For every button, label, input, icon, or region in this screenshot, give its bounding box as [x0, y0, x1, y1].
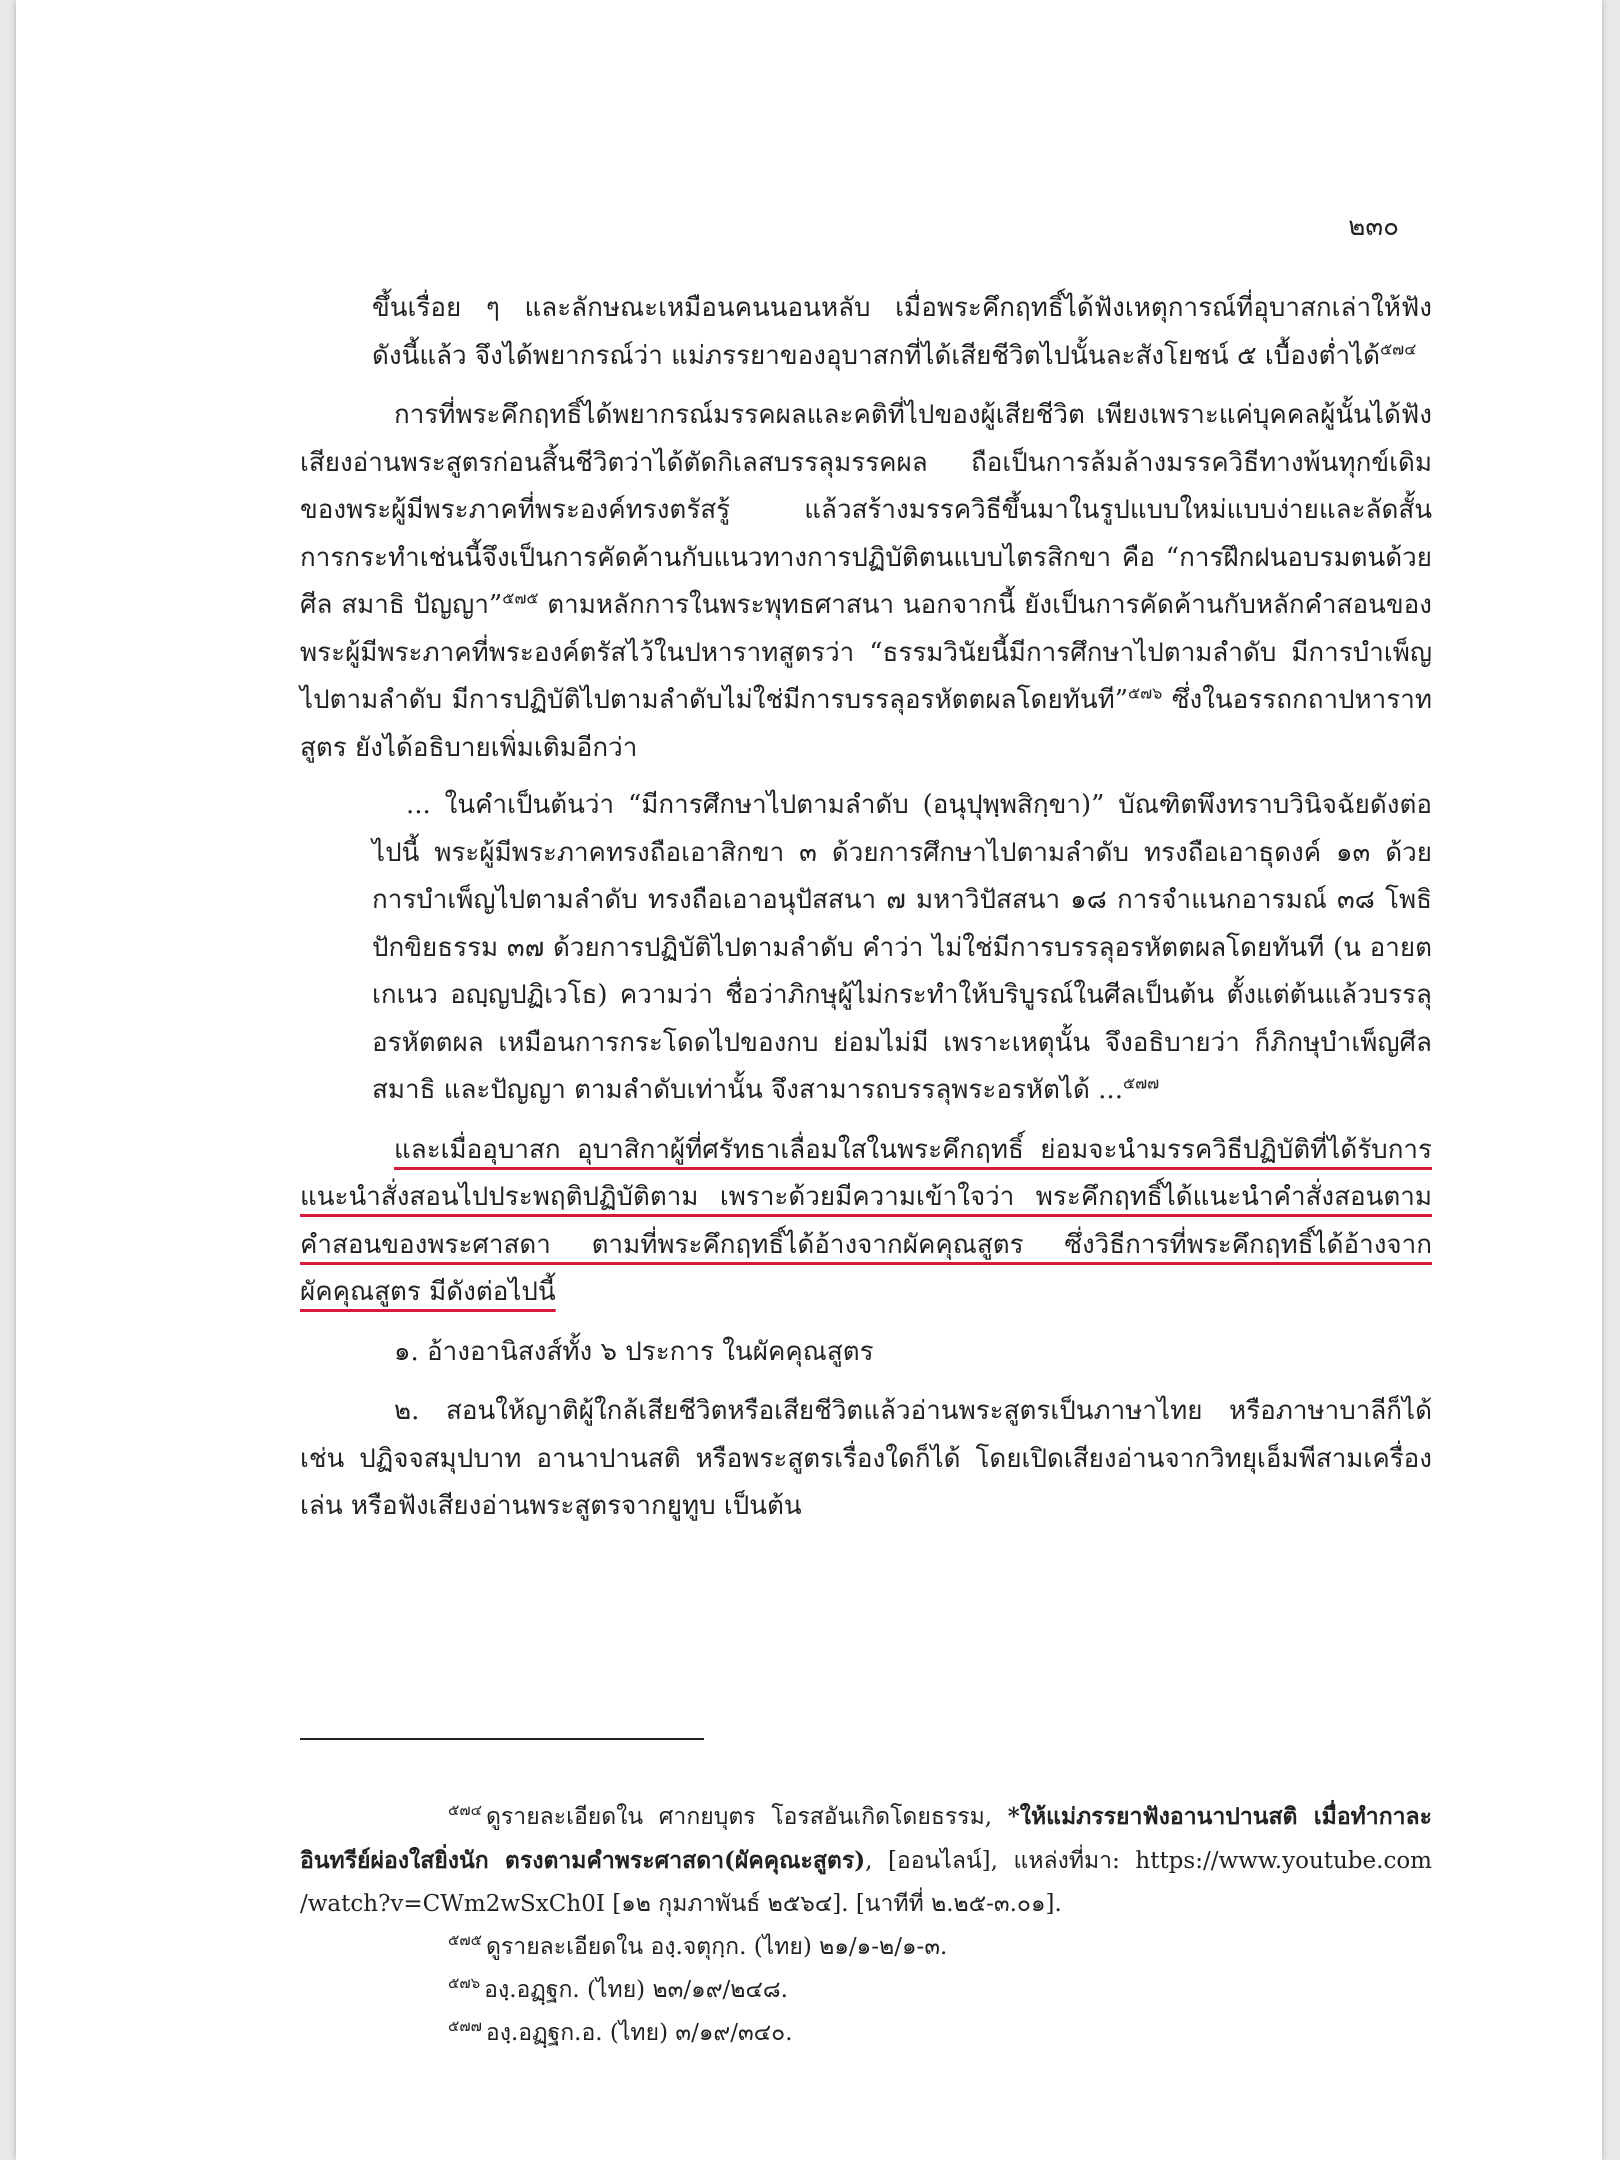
document-page	[16, 0, 1602, 2160]
footnote-ref: ๕๗๕	[502, 588, 539, 608]
paragraph-continued	[300, 285, 1432, 380]
list-item: ๑. อ้างอานิสงส์ทั้ง ๖ ประการ ในผัคคุณสูตร	[394, 1336, 874, 1367]
footnote-text: องฺ.อฏฺฐก.อ. (ไทย) ๓/๑๙/๓๔๐.	[485, 2020, 793, 2046]
footnote-ref: ๕๗๖	[1128, 683, 1163, 703]
paragraph-text: การที่พระคึกฤทธิ์ได้พยากรณ์มรรคผลและคติที่ไปของผู้เสียชีวิต เพียงเพราะแค่บุคคลผู้นั้นได้ฟังเสียงอ่านพระสูตรก่อนสิ้นชีวิตว่าได้ตัดกิเลสบรรลุมรรคผล ถือเป็นการล้มล้างมรรควิธีทางพ้นทุกข์เดิมของพระผู้มีพระภาคที่พระองค์ทรงตรัสรู้ แล้วสร้างมรรควิธีขึ้นมาในรูปแบบใหม่แบบง่ายและลัดสั้น การกระทำเช่นนี้จึงเป็นการคัดค้านกับแนวทางการปฏิบัติตนแบบไตรสิกขา คือ “การฝึกฝนอบรมตนด้วยศีล สมาธิ ปัญญา”	[300, 400, 1432, 620]
paragraph-text: ขึ้นเรื่อย ๆ และลักษณะเหมือนคนนอนหลับ เมื่อพระคึกฤทธิ์ได้ฟังเหตุการณ์ที่อุบาสกเล่าให้ฟัง ดังนี้แล้ว จึงได้พยากรณ์ว่า แม่ภรรยาของอุบาสกที่ได้เสียชีวิตไปนั้นละสังโยชน์ ๕ เบื้องต่ำได้	[372, 293, 1432, 371]
footnote-number: ๕๗๗	[448, 2017, 482, 2036]
page-number: ๒๓๐	[1348, 212, 1399, 242]
footnotes	[300, 1795, 1432, 2055]
list-item: ๒. สอนให้ญาติผู้ใกล้เสียชีวิตหรือเสียชีวิตแล้วอ่านพระสูตรเป็นภาษาไทย หรือภาษาบาลีก็ได้ เช่น ปฏิจจสมุปบาท อานาปานสติ หรือพระสูตรเรื่องใดก็ได้ โดยเปิดเสียงอ่านจากวิทยุเอ็มพีสามเครื่องเล่น หรือฟังเสียงอ่านพระสูตรจากยูทูบ เป็นต้น	[300, 1396, 1432, 1521]
footnote	[300, 2012, 1432, 2055]
footnote-text: องฺ.อฏฺฐก. (ไทย) ๒๓/๑๙/๒๔๘.	[484, 1977, 788, 2003]
footnote-number: ๕๗๖	[448, 1974, 481, 1993]
footnote-separator	[300, 1738, 704, 1740]
footnote-ref: ๕๗๔	[1380, 338, 1417, 358]
paragraph-text: ซึ่งในอรรถกถาปหาราทสูตร ยังได้อธิบายเพิ่มเติมอีกว่า	[300, 685, 1432, 763]
footnote-number: ๕๗๕	[448, 1931, 482, 1950]
quote-text: ... ในคำเป็นต้นว่า “มีการศึกษาไปตามลำดับ (อนุปุพฺพสิกฺขา)” บัณฑิตพึงทราบวินิจฉัยดังต่อไปนี้ พระผู้มีพระภาคทรงถือเอาสิกขา ๓ ด้วยการศึกษาไปตามลำดับ ทรงถือเอาธุดงค์ ๑๓ ด้วยการบำเพ็ญไปตามลำดับ ทรงถือเอาอนุปัสสนา ๗ มหาวิปัสสนา ๑๘ การจำแนกอารมณ์ ๓๘ โพธิปักขิยธรรม ๓๗ ด้วยการปฏิบัติไปตามลำดับ คำว่า ไม่ใช่มีการบรรลุอรหัตตผลโดยทันที (น อายตเกเนว อญฺญปฏิเวโธ) ความว่า ชื่อว่าภิกษุผู้ไม่กระทำให้บริบูรณ์ในศีลเป็นต้น ตั้งแต่ต้นแล้วบรรลุอรหัตตผล เหมือนการกระโดดไปของกบ ย่อมไม่มี เพราะเหตุนั้น จึงอธิบายว่า ก็ภิกษุบำเพ็ญศีล สมาธิ และปัญญา ตามลำดับเท่านั้น จึงสามารถบรรลุพระอรหัตได้ ...	[372, 790, 1432, 1105]
paragraph-critique	[300, 392, 1432, 772]
underlined-text: และเมื่ออุบาสก อุบาสิกาผู้ที่ศรัทธาเลื่อมใสในพระคึกฤทธิ์ ย่อมจะนำมรรควิธีปฏิบัติที่ได้รับการแนะนำสั่งสอนไปประพฤติปฏิบัติตาม เพราะด้วยมีความเข้าใจว่า พระคึกฤทธิ์ได้แนะนำคำสั่งสอนตามคำสอนของพระศาสดา ตามที่พระคึกฤทธิ์ได้อ้างจากผัคคุณสูตร ซึ่งวิธีการที่พระคึกฤทธิ์ได้อ้างจากผัคคุณสูตร มีดังต่อไปนี้	[300, 1134, 1432, 1307]
block-quote	[300, 782, 1432, 1115]
footnote	[300, 1926, 1432, 1969]
body-text	[300, 285, 1432, 1531]
footnote-ref: ๕๗๗	[1122, 1073, 1160, 1093]
footnote-title: *ให้แม่ภรรยาฟังอานาปานสติ เมื่อทำกาละอินทรีย์ผ่องใสยิ่งนัก ตรงตามคำพระศาสดา(ผัคคุณะสูตร)	[300, 1803, 1433, 1874]
footnote	[300, 1795, 1432, 1926]
footnote	[300, 1969, 1432, 2012]
footnote-text: ดูรายละเอียดใน ศากยบุตร โอรสอันเกิดโดยธรรม,	[485, 1804, 1008, 1830]
footnote-number: ๕๗๔	[448, 1801, 482, 1820]
footnote-text: ดูรายละเอียดใน องฺ.จตุกฺก. (ไทย) ๒๑/๑-๒/๑-๓.	[485, 1934, 948, 1960]
footnote-text: , [ออนไลน์], แหล่งที่มา: https://www.youtube.com /watch?v=CWm2wSxCh0I [๑๒ กุมภาพันธ์ ๒๕๖๔]. [นาทีที่ ๒.๒๕-๓.๐๑].	[300, 1848, 1432, 1917]
highlighted-paragraph	[300, 1127, 1432, 1317]
paragraph-text: ตามหลักการในพระพุทธศาสนา นอกจากนี้ ยังเป็นการคัดค้านกับหลักคำสอนของพระผู้มีพระภาคที่พระองค์ตรัสไว้ในปหาราทสูตรว่า “ธรรมวินัยนี้มีการศึกษาไปตามลำดับ มีการบำเพ็ญไปตามลำดับ มีการปฏิบัติไปตามลำดับไม่ใช่มีการบรรลุอรหัตตผลโดยทันที”	[300, 590, 1432, 715]
